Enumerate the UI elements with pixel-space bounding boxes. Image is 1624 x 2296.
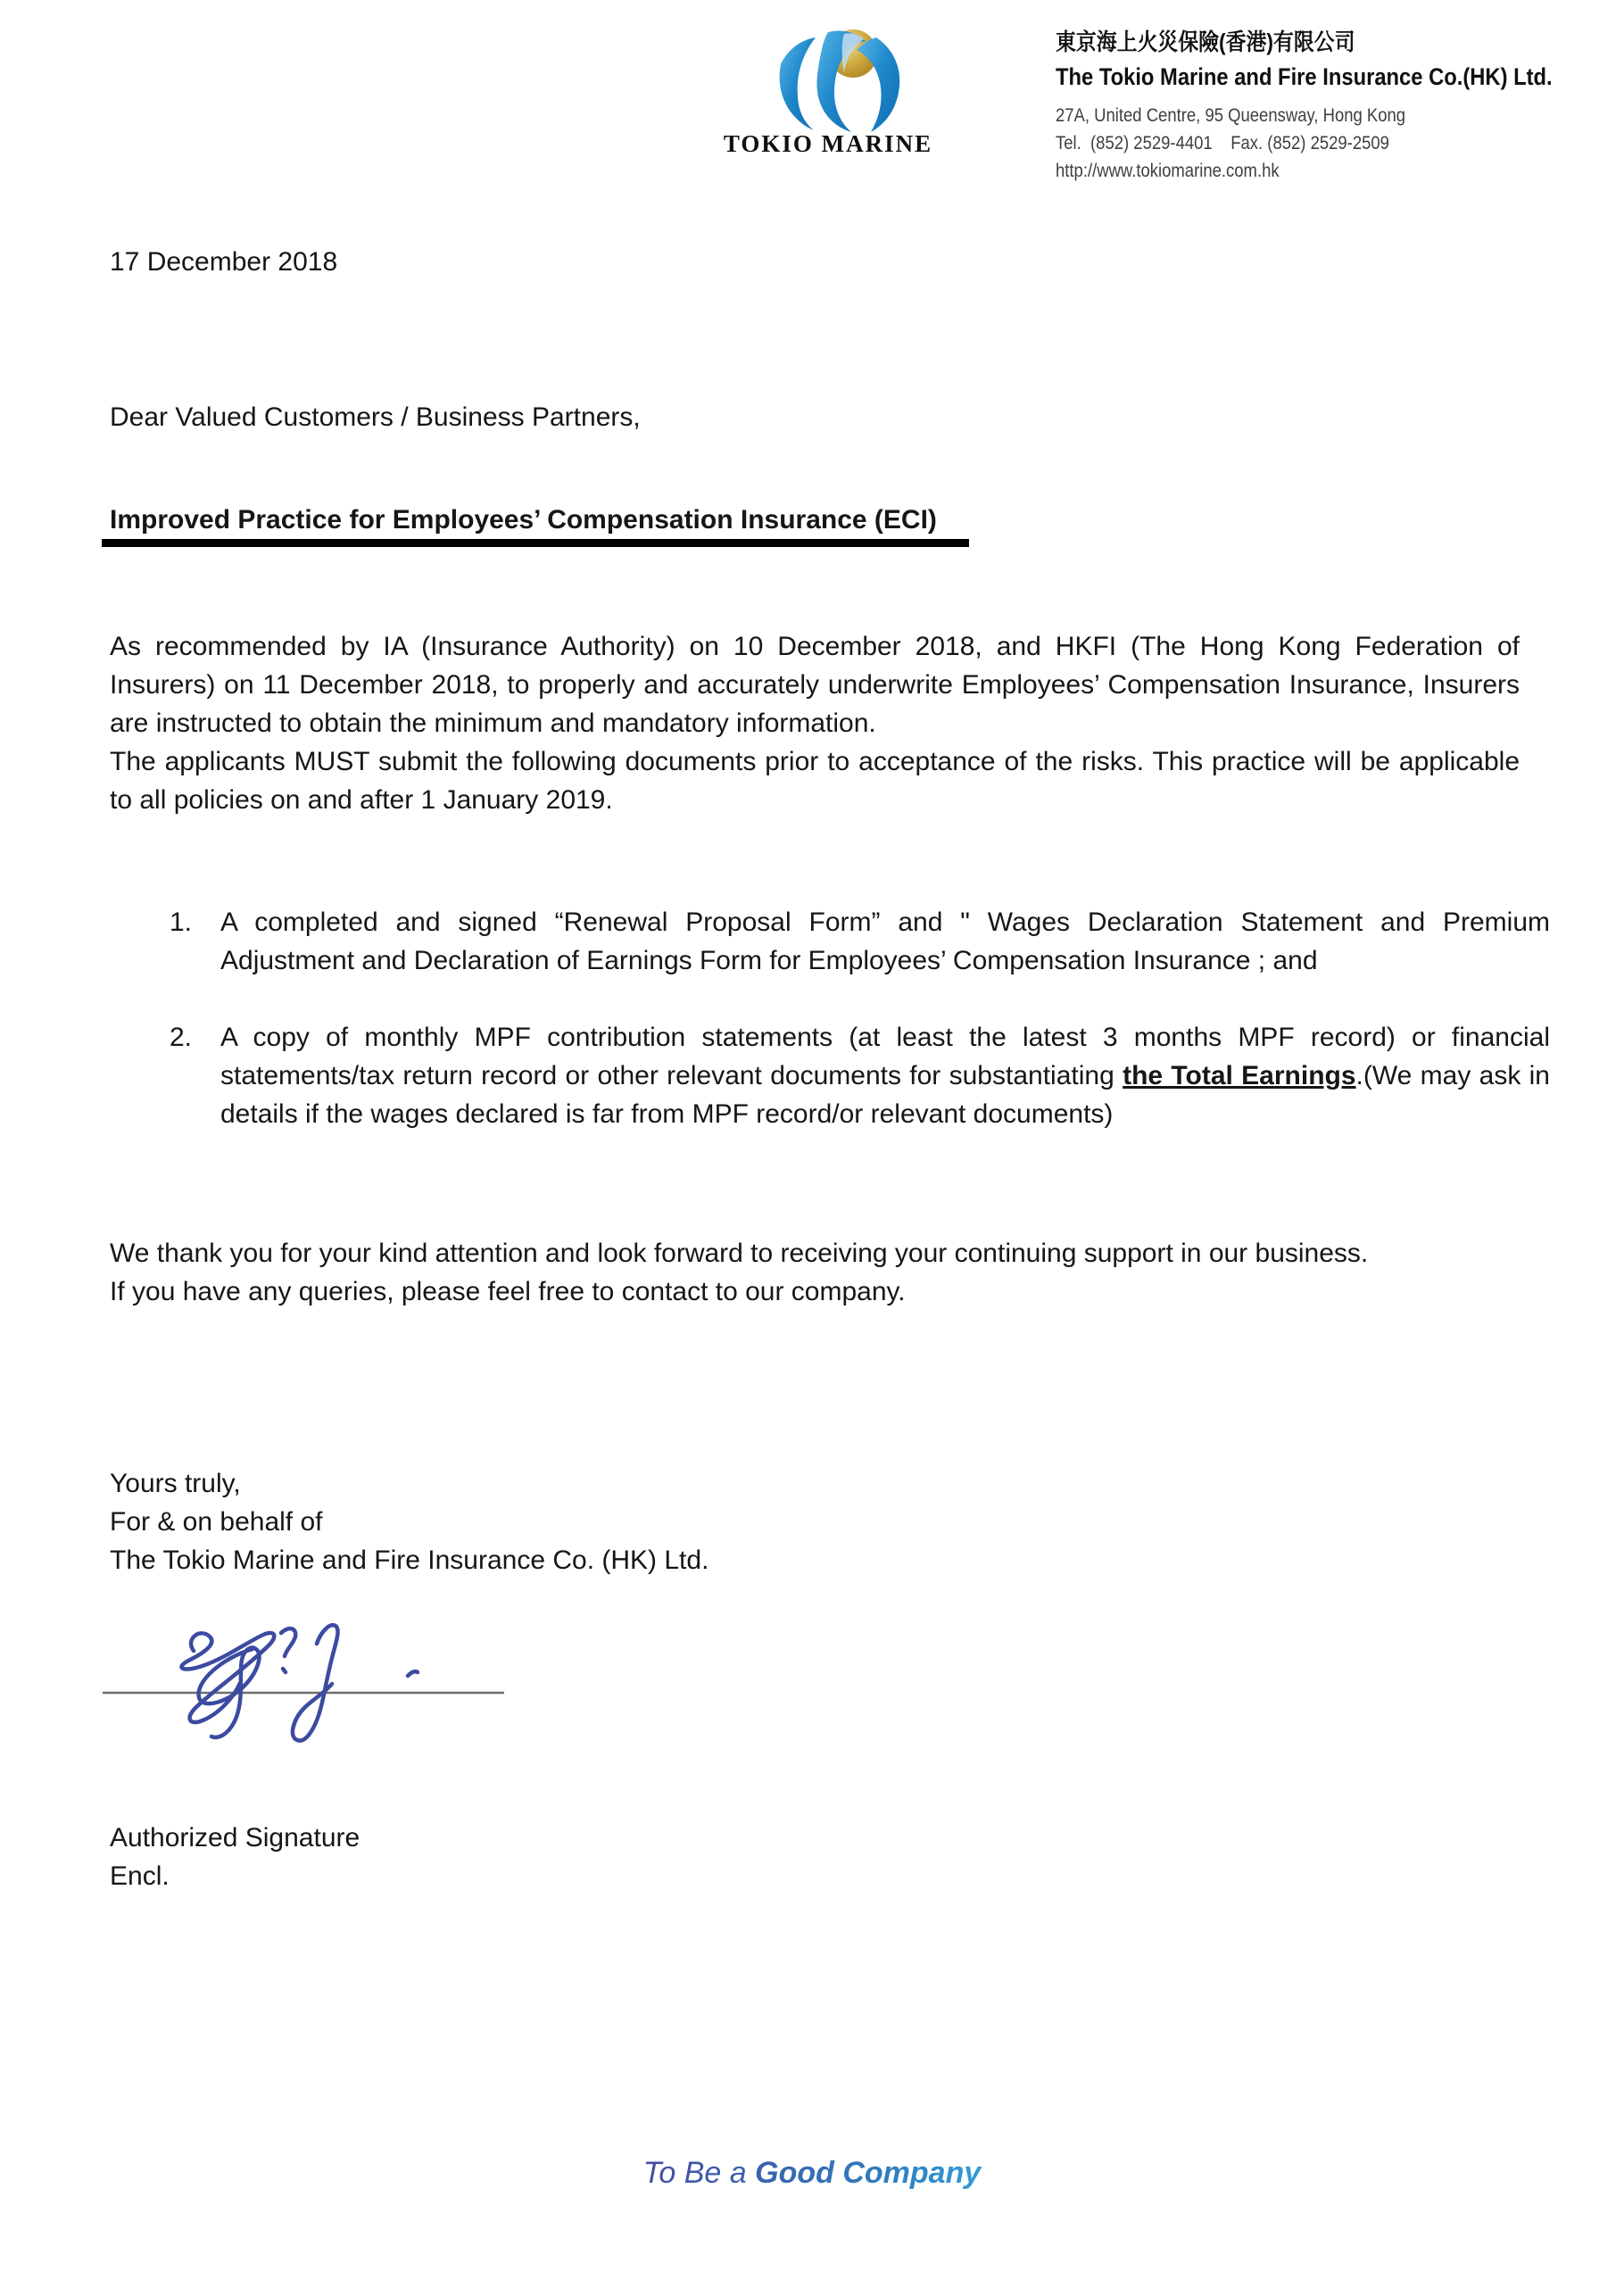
signoff-block [110, 1464, 1181, 1579]
enclosure-label: Encl. [110, 1861, 170, 1891]
letterhead-right [1056, 27, 1609, 185]
authorized-block [110, 1819, 824, 1895]
subject-heading: Improved Practice for Employees’ Compensation Insurance (ECI) [110, 505, 937, 535]
company-name-zh: 東京海上火災保險(香港)有限公司 [1056, 29, 1355, 55]
salutation: Dear Valued Customers / Business Partners, [110, 402, 641, 432]
emphasis-total-earnings: the Total Earnings [1123, 1061, 1356, 1090]
closing-thanks: We thank you for your kind attention and look forward to receiving your continuing support in our business. [110, 1239, 1369, 1268]
brand-wordmark: TOKIO MARINE [723, 130, 933, 157]
company-name-en: The Tokio Marine and Fire Insurance Co.(HK) Ltd. [1056, 63, 1553, 90]
slogan-bold: Good Company [755, 2156, 982, 2190]
list-item-1-number: 1. [170, 908, 193, 937]
list-item-1-text: A completed and signed “Renewal Proposal Form” and " Wages Declaration Statement and Premium Adjustment and Declaration of Earnings Form for Employees’ Compensation Insurance ; and [220, 908, 1550, 975]
paragraph-requirement: The applicants MUST submit the following documents prior to acceptance of the risks. This practice will be applicable to all policies on and after 1 January 2019. [110, 747, 1520, 815]
company-address: 27A, United Centre, 95 Queensway, Hong Kong [1056, 105, 1406, 126]
body-paragraphs [110, 627, 1520, 819]
footer-slogan [0, 2156, 1624, 2191]
company-telfax: Tel. (852) 2529-4401 Fax. (852) 2529-2509 [1056, 133, 1389, 153]
signoff-company: The Tokio Marine and Fire Insurance Co. (HK) Ltd. [110, 1546, 709, 1575]
slogan-regular: To Be a [642, 2156, 756, 2190]
closing-paragraphs [110, 1234, 1520, 1311]
company-website: http://www.tokiomarine.com.hk [1056, 161, 1280, 181]
list-item-2-number: 2. [170, 1023, 193, 1052]
closing-queries: If you have any queries, please feel free to contact to our company. [110, 1277, 906, 1306]
list-item-2-text-before: A copy of monthly MPF contribution statements (at least the latest 3 months MPF record) or financial statements/tax return record or other relevant documents for substantiating [220, 1023, 1550, 1090]
signoff-on-behalf: For & on behalf of [110, 1507, 323, 1537]
list-item-2-text [220, 1018, 1550, 1133]
signoff-yours-truly: Yours truly, [110, 1469, 241, 1498]
authorized-signature-label: Authorized Signature [110, 1823, 360, 1853]
list-item-2-text-after: .(We may ask in details if the wages declared is far from MPF record/or relevant documents) [220, 1061, 1550, 1129]
company-contact-block [1056, 102, 1543, 185]
paragraph-recommendation: As recommended by IA (Insurance Authority) on 10 December 2018, and HKFI (The Hong Kong Federation of Insurers) on 11 December 2018, to properly and accurately underwrite Employees’ Compensation Insurance, Insurers are instructed to obtain the minimum and mandatory information. [110, 632, 1520, 738]
subject-underline [102, 539, 969, 547]
signature-image [94, 1597, 593, 1749]
tokio-marine-logo-icon [758, 18, 919, 134]
letter-date: 17 December 2018 [110, 247, 338, 277]
